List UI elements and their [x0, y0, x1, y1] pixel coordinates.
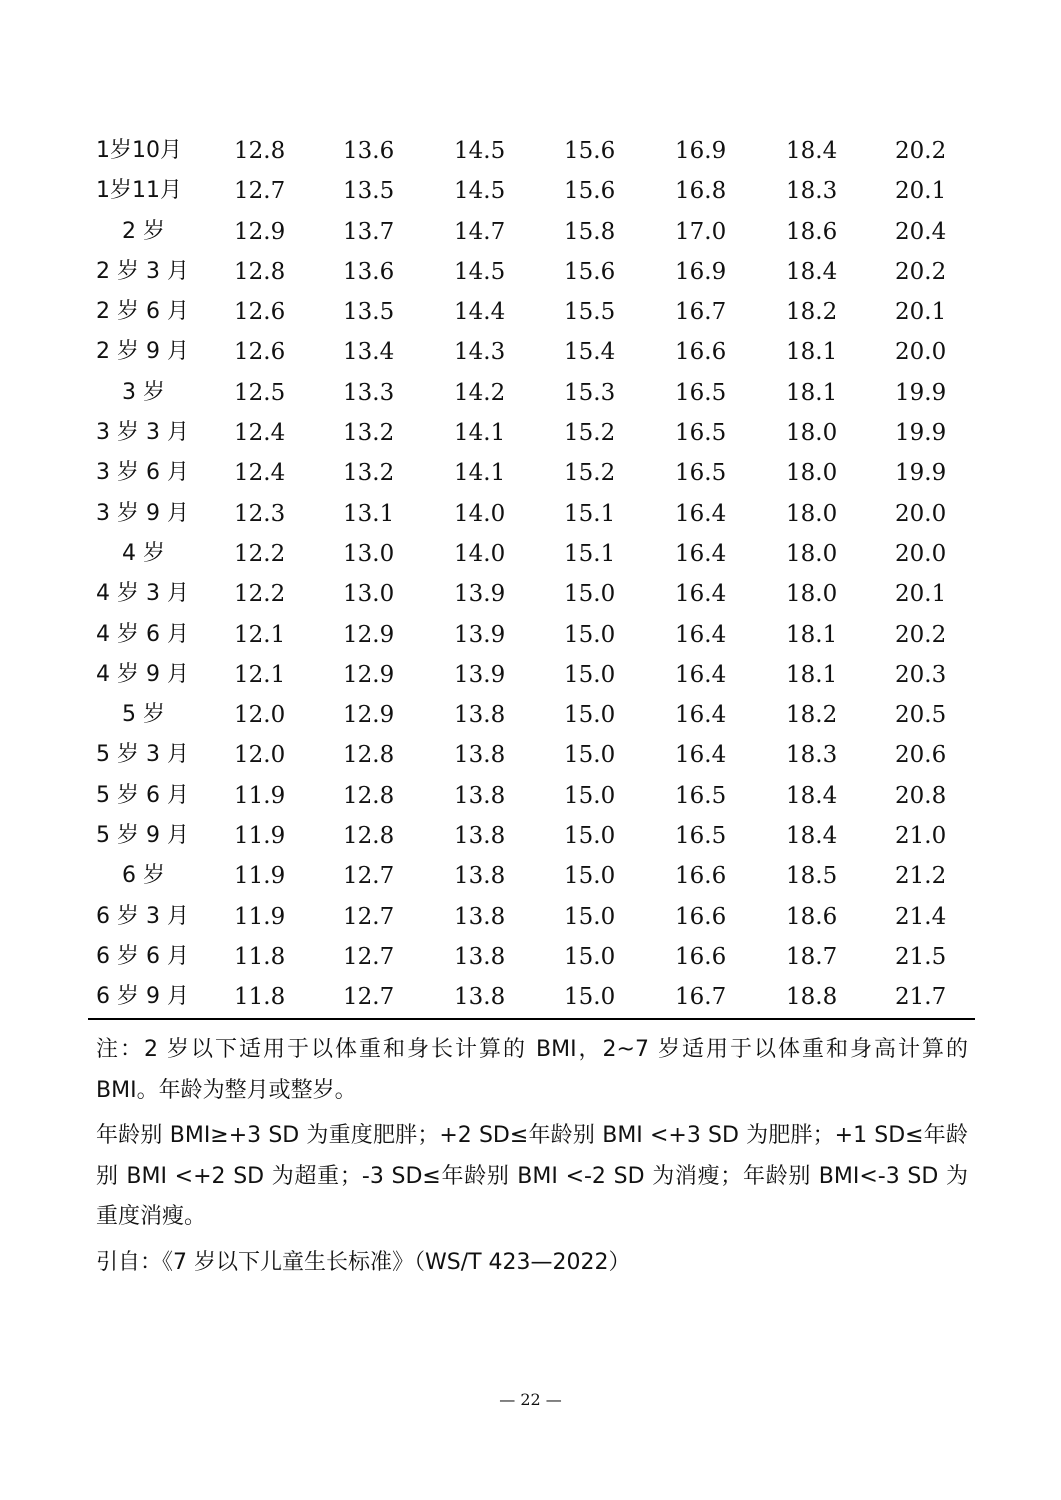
- bmi-value-cell: 18.0: [786, 460, 838, 487]
- bmi-value-cell: 12.2: [234, 540, 286, 567]
- bmi-value-cell: 13.2: [343, 460, 395, 487]
- bmi-value-cell: 19.9: [895, 379, 947, 406]
- bmi-value-cell: 11.9: [234, 782, 286, 809]
- bmi-value-cell: 19.9: [895, 460, 947, 487]
- bmi-value-cell: 16.4: [675, 742, 727, 769]
- bmi-value-cell: 16.4: [675, 661, 727, 688]
- age-cell: 6 岁 3 月: [96, 903, 189, 929]
- age-cell: 3 岁 3 月: [96, 420, 189, 446]
- bmi-value-cell: 12.2: [234, 581, 286, 608]
- age-cell: 3 岁: [122, 379, 165, 405]
- bmi-value-cell: 14.5: [454, 258, 506, 285]
- bmi-value-cell: 18.3: [786, 742, 838, 769]
- age-cell: 3 岁 9 月: [96, 500, 189, 526]
- bmi-value-cell: 12.9: [234, 218, 286, 245]
- bmi-value-cell: 12.1: [234, 661, 286, 688]
- bmi-value-cell: 16.9: [675, 138, 727, 164]
- bmi-value-cell: 16.7: [675, 299, 727, 326]
- bmi-value-cell: 11.9: [234, 903, 286, 930]
- bmi-value-cell: 11.9: [234, 823, 286, 850]
- table-row: [0, 695, 1061, 735]
- bmi-value-cell: 12.8: [343, 823, 395, 850]
- bmi-value-cell: 12.7: [343, 903, 395, 930]
- bmi-value-cell: 16.4: [675, 621, 727, 648]
- bmi-value-cell: 12.6: [234, 299, 286, 326]
- bmi-value-cell: 14.0: [454, 500, 506, 527]
- age-cell: 5 岁 9 月: [96, 823, 189, 849]
- table-row: [0, 332, 1061, 372]
- bmi-value-cell: 16.4: [675, 702, 727, 729]
- age-cell: 5 岁: [122, 702, 165, 728]
- bmi-value-cell: 18.3: [786, 178, 838, 205]
- age-cell: 2 岁 3 月: [96, 258, 189, 284]
- bmi-value-cell: 14.5: [454, 138, 506, 164]
- bmi-value-cell: 14.0: [454, 540, 506, 567]
- bmi-value-cell: 18.6: [786, 903, 838, 930]
- age-cell: 4 岁 6 月: [96, 621, 189, 647]
- bmi-value-cell: 16.4: [675, 581, 727, 608]
- bmi-value-cell: 13.0: [343, 540, 395, 567]
- bmi-value-cell: 13.6: [343, 258, 395, 285]
- bmi-value-cell: 15.6: [564, 258, 616, 285]
- bmi-value-cell: 13.8: [454, 823, 506, 850]
- note-classification: 年龄别 BMI≥+3 SD 为重度肥胖；+2 SD≤年龄别 BMI <+3 SD 为肥胖；+1 SD≤年龄别 BMI <+2 SD 为超重；-3 SD≤年龄别 BMI <-2 SD 为消瘦；年龄别 BMI<-3 SD 为重度消瘦。: [96, 1123, 968, 1229]
- bmi-value-cell: 18.1: [786, 661, 838, 688]
- bmi-value-cell: 16.6: [675, 903, 727, 930]
- age-cell: 2 岁 6 月: [96, 299, 189, 325]
- bmi-value-cell: 14.5: [454, 178, 506, 205]
- bmi-value-cell: 15.4: [564, 339, 616, 366]
- bmi-value-cell: 13.6: [343, 138, 395, 164]
- age-cell: 3 岁 6 月: [96, 460, 189, 486]
- bmi-value-cell: 13.8: [454, 782, 506, 809]
- bmi-value-cell: 11.9: [234, 863, 286, 890]
- bmi-value-cell: 15.8: [564, 218, 616, 245]
- bmi-value-cell: 12.3: [234, 500, 286, 527]
- bmi-value-cell: 15.0: [564, 943, 616, 970]
- bmi-value-cell: 14.2: [454, 379, 506, 406]
- bmi-value-cell: 16.8: [675, 178, 727, 205]
- bmi-value-cell: 13.9: [454, 581, 506, 608]
- bmi-value-cell: 12.7: [343, 863, 395, 890]
- bmi-value-cell: 20.5: [895, 702, 947, 729]
- bmi-value-cell: 15.0: [564, 863, 616, 890]
- age-cell: 4 岁 3 月: [96, 581, 189, 607]
- bmi-value-cell: 13.1: [343, 500, 395, 527]
- bmi-value-cell: 20.4: [895, 218, 947, 245]
- bmi-value-cell: 12.9: [343, 702, 395, 729]
- bmi-value-cell: 15.0: [564, 742, 616, 769]
- bmi-value-cell: 13.3: [343, 379, 395, 406]
- bmi-value-cell: 18.1: [786, 339, 838, 366]
- bmi-value-cell: 18.1: [786, 621, 838, 648]
- bmi-value-cell: 20.2: [895, 138, 947, 164]
- bmi-value-cell: 18.0: [786, 581, 838, 608]
- bmi-table: [0, 131, 1061, 1018]
- bmi-value-cell: 16.4: [675, 540, 727, 567]
- bmi-value-cell: 20.2: [895, 258, 947, 285]
- bmi-value-cell: 21.5: [895, 943, 947, 970]
- bmi-value-cell: 12.8: [343, 782, 395, 809]
- age-cell: 2 岁 9 月: [96, 339, 189, 365]
- age-cell: 6 岁 6 月: [96, 943, 189, 969]
- bmi-value-cell: 20.1: [895, 178, 947, 205]
- table-row: [0, 977, 1061, 1017]
- bmi-value-cell: 21.7: [895, 984, 947, 1011]
- bmi-value-cell: 12.6: [234, 339, 286, 366]
- bmi-value-cell: 13.9: [454, 661, 506, 688]
- bmi-value-cell: 13.8: [454, 903, 506, 930]
- table-row: [0, 252, 1061, 292]
- age-cell: 1岁10月: [96, 138, 182, 163]
- age-cell: 5 岁 6 月: [96, 782, 189, 808]
- bmi-value-cell: 12.7: [343, 984, 395, 1011]
- bmi-value-cell: 21.0: [895, 823, 947, 850]
- bmi-value-cell: 18.0: [786, 420, 838, 447]
- bmi-value-cell: 13.7: [343, 218, 395, 245]
- bmi-value-cell: 13.8: [454, 702, 506, 729]
- bmi-value-cell: 14.7: [454, 218, 506, 245]
- table-row: [0, 655, 1061, 695]
- note-source: 引自：《7 岁以下儿童生长标准》（WS/T 423—2022）: [96, 1250, 631, 1275]
- bmi-value-cell: 13.0: [343, 581, 395, 608]
- age-cell: 6 岁: [122, 863, 165, 889]
- bmi-value-cell: 21.2: [895, 863, 947, 890]
- bmi-value-cell: 13.8: [454, 984, 506, 1011]
- bmi-value-cell: 13.4: [343, 339, 395, 366]
- bmi-value-cell: 13.8: [454, 943, 506, 970]
- age-cell: 6 岁 9 月: [96, 984, 189, 1010]
- bmi-value-cell: 16.5: [675, 379, 727, 406]
- table-row: [0, 615, 1061, 655]
- bmi-value-cell: 18.6: [786, 218, 838, 245]
- bmi-value-cell: 16.9: [675, 258, 727, 285]
- bmi-value-cell: 13.8: [454, 742, 506, 769]
- bmi-value-cell: 20.3: [895, 661, 947, 688]
- bmi-value-cell: 15.6: [564, 138, 616, 164]
- age-cell: 5 岁 3 月: [96, 742, 189, 768]
- bmi-value-cell: 18.4: [786, 782, 838, 809]
- table-row: [0, 453, 1061, 493]
- bmi-value-cell: 18.2: [786, 702, 838, 729]
- bmi-value-cell: 12.4: [234, 420, 286, 447]
- bmi-value-cell: 14.3: [454, 339, 506, 366]
- bmi-value-cell: 16.5: [675, 782, 727, 809]
- bmi-value-cell: 15.0: [564, 984, 616, 1011]
- bmi-value-cell: 14.4: [454, 299, 506, 326]
- table-row: [0, 574, 1061, 614]
- bmi-value-cell: 12.0: [234, 702, 286, 729]
- bmi-value-cell: 19.9: [895, 420, 947, 447]
- bmi-value-cell: 16.4: [675, 500, 727, 527]
- bmi-value-cell: 12.9: [343, 661, 395, 688]
- bmi-value-cell: 20.2: [895, 621, 947, 648]
- bmi-value-cell: 18.7: [786, 943, 838, 970]
- bmi-value-cell: 12.4: [234, 460, 286, 487]
- bmi-value-cell: 15.1: [564, 540, 616, 567]
- bmi-value-cell: 15.3: [564, 379, 616, 406]
- bmi-value-cell: 20.0: [895, 500, 947, 527]
- age-cell: 2 岁: [122, 218, 165, 244]
- bmi-value-cell: 16.5: [675, 420, 727, 447]
- bmi-value-cell: 18.4: [786, 258, 838, 285]
- bmi-value-cell: 20.1: [895, 299, 947, 326]
- bmi-value-cell: 18.5: [786, 863, 838, 890]
- bmi-value-cell: 20.1: [895, 581, 947, 608]
- bmi-value-cell: 12.5: [234, 379, 286, 406]
- bmi-value-cell: 15.6: [564, 178, 616, 205]
- bmi-value-cell: 21.4: [895, 903, 947, 930]
- bmi-value-cell: 15.2: [564, 460, 616, 487]
- bmi-value-cell: 13.5: [343, 299, 395, 326]
- bmi-value-cell: 14.1: [454, 420, 506, 447]
- table-row: [0, 171, 1061, 211]
- table-row: [0, 735, 1061, 775]
- bmi-value-cell: 12.0: [234, 742, 286, 769]
- bmi-value-cell: 15.0: [564, 823, 616, 850]
- bmi-value-cell: 15.0: [564, 621, 616, 648]
- bmi-value-cell: 18.0: [786, 500, 838, 527]
- bmi-value-cell: 13.8: [454, 863, 506, 890]
- table-row: [0, 494, 1061, 534]
- bmi-value-cell: 20.6: [895, 742, 947, 769]
- bmi-value-cell: 15.0: [564, 661, 616, 688]
- bmi-value-cell: 15.0: [564, 903, 616, 930]
- bmi-value-cell: 15.0: [564, 581, 616, 608]
- table-row: [0, 816, 1061, 856]
- age-cell: 4 岁 9 月: [96, 661, 189, 687]
- bmi-value-cell: 18.4: [786, 823, 838, 850]
- table-row: [0, 373, 1061, 413]
- table-row: [0, 897, 1061, 937]
- bmi-value-cell: 18.0: [786, 540, 838, 567]
- bmi-value-cell: 12.9: [343, 621, 395, 648]
- bmi-value-cell: 18.8: [786, 984, 838, 1011]
- table-row: [0, 937, 1061, 977]
- table-row: [0, 131, 1061, 171]
- bmi-value-cell: 15.2: [564, 420, 616, 447]
- bmi-value-cell: 12.8: [234, 138, 286, 164]
- bmi-value-cell: 15.1: [564, 500, 616, 527]
- table-row: [0, 776, 1061, 816]
- age-cell: 1岁11月: [96, 178, 182, 204]
- table-row: [0, 534, 1061, 574]
- bmi-value-cell: 17.0: [675, 218, 727, 245]
- bmi-value-cell: 20.8: [895, 782, 947, 809]
- bmi-value-cell: 14.1: [454, 460, 506, 487]
- bmi-value-cell: 12.7: [343, 943, 395, 970]
- bmi-value-cell: 20.0: [895, 540, 947, 567]
- bmi-value-cell: 15.0: [564, 702, 616, 729]
- bmi-value-cell: 18.4: [786, 138, 838, 164]
- table-row: [0, 413, 1061, 453]
- bmi-value-cell: 12.1: [234, 621, 286, 648]
- bmi-value-cell: 16.6: [675, 339, 727, 366]
- page-number: — 22 —: [499, 1390, 562, 1409]
- age-cell: 4 岁: [122, 540, 165, 566]
- bmi-value-cell: 13.5: [343, 178, 395, 205]
- bmi-value-cell: 13.9: [454, 621, 506, 648]
- bmi-value-cell: 18.1: [786, 379, 838, 406]
- bmi-value-cell: 12.7: [234, 178, 286, 205]
- bmi-value-cell: 18.2: [786, 299, 838, 326]
- table-row: [0, 292, 1061, 332]
- bmi-value-cell: 16.6: [675, 863, 727, 890]
- table-row: [0, 856, 1061, 896]
- bmi-value-cell: 15.5: [564, 299, 616, 326]
- bmi-value-cell: 13.2: [343, 420, 395, 447]
- bmi-value-cell: 16.6: [675, 943, 727, 970]
- note-applicability: 注：2 岁以下适用于以体重和身长计算的 BMI，2~7 岁适用于以体重和身高计算的 BMI。年龄为整月或整岁。: [96, 1037, 968, 1103]
- bmi-value-cell: 11.8: [234, 943, 286, 970]
- bmi-value-cell: 15.0: [564, 782, 616, 809]
- table-row: [0, 212, 1061, 252]
- bmi-value-cell: 16.7: [675, 984, 727, 1011]
- bmi-value-cell: 11.8: [234, 984, 286, 1011]
- bmi-value-cell: 16.5: [675, 460, 727, 487]
- bmi-value-cell: 16.5: [675, 823, 727, 850]
- bmi-value-cell: 12.8: [234, 258, 286, 285]
- bmi-value-cell: 20.0: [895, 339, 947, 366]
- table-bottom-rule: [88, 1018, 975, 1020]
- bmi-value-cell: 12.8: [343, 742, 395, 769]
